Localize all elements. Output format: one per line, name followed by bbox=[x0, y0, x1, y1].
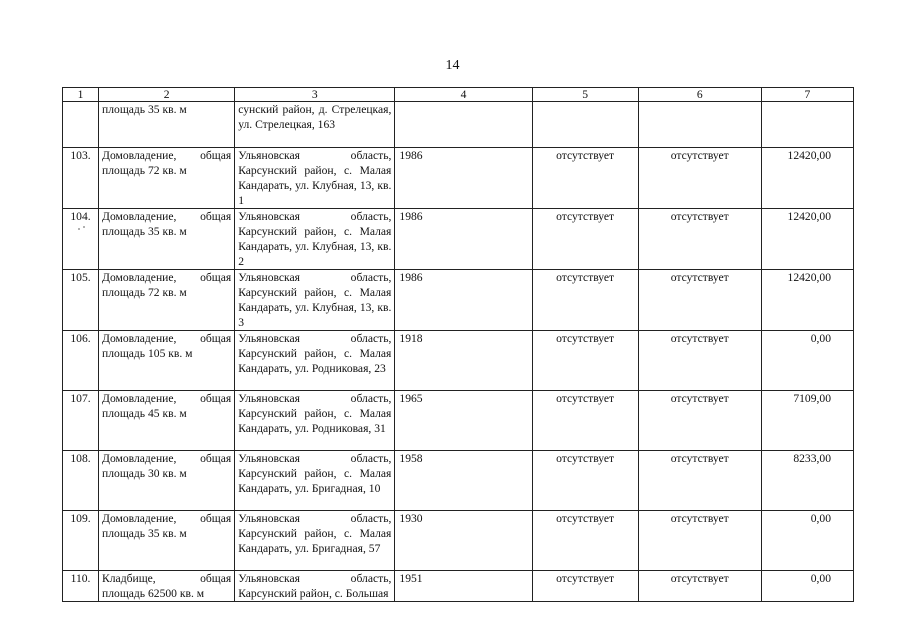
address-cell: Ульяновская область, Карсунский район, с. Малая Кандарать, ул. Клубная, 13, кв. 1 bbox=[235, 148, 395, 209]
col5-cell: отсутствует bbox=[532, 571, 638, 602]
value-cell: 12420,00 bbox=[761, 209, 853, 270]
object-name-cell: Домовладение, общая площадь 35 кв. м bbox=[99, 511, 235, 571]
continuation-row bbox=[63, 102, 854, 148]
row-number-cell: 103. bbox=[63, 148, 99, 209]
address-cell: сунский район, д. Стрелецкая, ул. Стрелецкая, 163 bbox=[235, 102, 395, 148]
address-cell: Ульяновская область, Карсунский район, с. Большая bbox=[235, 571, 395, 602]
row-number-cell: 105. bbox=[63, 270, 99, 331]
value-cell: 12420,00 bbox=[761, 270, 853, 331]
table-row bbox=[63, 270, 854, 331]
col5-cell: отсутствует bbox=[532, 511, 638, 571]
col5-cell: отсутствует bbox=[532, 148, 638, 209]
column-header: 3 bbox=[235, 88, 395, 102]
object-name-cell: Домовладение, общая площадь 72 кв. м bbox=[99, 148, 235, 209]
table-row bbox=[63, 148, 854, 209]
row-number-cell: 110. bbox=[63, 571, 99, 602]
table-row bbox=[63, 391, 854, 451]
row-number-cell: 108. bbox=[63, 451, 99, 511]
value-cell: 8233,00 bbox=[761, 451, 853, 511]
table-row bbox=[63, 209, 854, 270]
table-row bbox=[63, 571, 854, 602]
value-cell: 0,00 bbox=[761, 511, 853, 571]
col6-cell: отсутствует bbox=[638, 148, 761, 209]
column-number-header-row bbox=[63, 88, 854, 102]
col5-cell: отсутствует bbox=[532, 270, 638, 331]
col6-cell: отсутствует bbox=[638, 451, 761, 511]
col5-cell: отсутствует bbox=[532, 209, 638, 270]
scan-speck bbox=[78, 228, 80, 230]
year-cell: 1986 bbox=[395, 270, 532, 331]
object-name-cell: Кладбище, общая площадь 62500 кв. м bbox=[99, 571, 235, 602]
address-cell: Ульяновская область, Карсунский район, с. Малая Кандарать, ул. Бригадная, 57 bbox=[235, 511, 395, 571]
year-cell: 1918 bbox=[395, 331, 532, 391]
table-row bbox=[63, 451, 854, 511]
col6-cell: отсутствует bbox=[638, 209, 761, 270]
year-cell: 1958 bbox=[395, 451, 532, 511]
object-name-cell: площадь 35 кв. м bbox=[99, 102, 235, 148]
object-name-cell: Домовладение, общая площадь 72 кв. м bbox=[99, 270, 235, 331]
col6-cell bbox=[638, 102, 761, 148]
address-cell: Ульяновская область, Карсунский район, с. Малая Кандарать, ул. Родниковая, 31 bbox=[235, 391, 395, 451]
object-name-cell: Домовладение, общая площадь 30 кв. м bbox=[99, 451, 235, 511]
row-number-cell: 106. bbox=[63, 331, 99, 391]
value-cell bbox=[761, 102, 853, 148]
col5-cell: отсутствует bbox=[532, 331, 638, 391]
col5-cell bbox=[532, 102, 638, 148]
scan-speck bbox=[83, 226, 85, 228]
col6-cell: отсутствует bbox=[638, 571, 761, 602]
table-row bbox=[63, 331, 854, 391]
column-header: 2 bbox=[99, 88, 235, 102]
year-cell: 1986 bbox=[395, 209, 532, 270]
column-header: 5 bbox=[532, 88, 638, 102]
col6-cell: отсутствует bbox=[638, 270, 761, 331]
row-number-cell: 104. bbox=[63, 209, 99, 270]
value-cell: 0,00 bbox=[761, 571, 853, 602]
column-header: 6 bbox=[638, 88, 761, 102]
column-header: 7 bbox=[761, 88, 853, 102]
column-header: 4 bbox=[395, 88, 532, 102]
address-cell: Ульяновская область, Карсунский район, с. Малая Кандарать, ул. Клубная, 13, кв. 2 bbox=[235, 209, 395, 270]
property-register-table bbox=[62, 87, 854, 602]
col5-cell: отсутствует bbox=[532, 391, 638, 451]
row-number-cell: 107. bbox=[63, 391, 99, 451]
row-number-cell: 109. bbox=[63, 511, 99, 571]
col6-cell: отсутствует bbox=[638, 511, 761, 571]
object-name-cell: Домовладение, общая площадь 45 кв. м bbox=[99, 391, 235, 451]
address-cell: Ульяновская область, Карсунский район, с. Малая Кандарать, ул. Клубная, 13, кв. 3 bbox=[235, 270, 395, 331]
value-cell: 12420,00 bbox=[761, 148, 853, 209]
object-name-cell: Домовладение, общая площадь 105 кв. м bbox=[99, 331, 235, 391]
col6-cell: отсутствует bbox=[638, 331, 761, 391]
value-cell: 7109,00 bbox=[761, 391, 853, 451]
table-row bbox=[63, 511, 854, 571]
object-name-cell: Домовладение, общая площадь 35 кв. м bbox=[99, 209, 235, 270]
value-cell: 0,00 bbox=[761, 331, 853, 391]
year-cell: 1965 bbox=[395, 391, 532, 451]
address-cell: Ульяновская область, Карсунский район, с. Малая Кандарать, ул. Родниковая, 23 bbox=[235, 331, 395, 391]
year-cell bbox=[395, 102, 532, 148]
address-cell: Ульяновская область, Карсунский район, с. Малая Кандарать, ул. Бригадная, 10 bbox=[235, 451, 395, 511]
page-number: 14 bbox=[445, 58, 460, 73]
year-cell: 1930 bbox=[395, 511, 532, 571]
col6-cell: отсутствует bbox=[638, 391, 761, 451]
col5-cell: отсутствует bbox=[532, 451, 638, 511]
year-cell: 1951 bbox=[395, 571, 532, 602]
column-header: 1 bbox=[63, 88, 99, 102]
row-number-cell bbox=[63, 102, 99, 148]
year-cell: 1986 bbox=[395, 148, 532, 209]
